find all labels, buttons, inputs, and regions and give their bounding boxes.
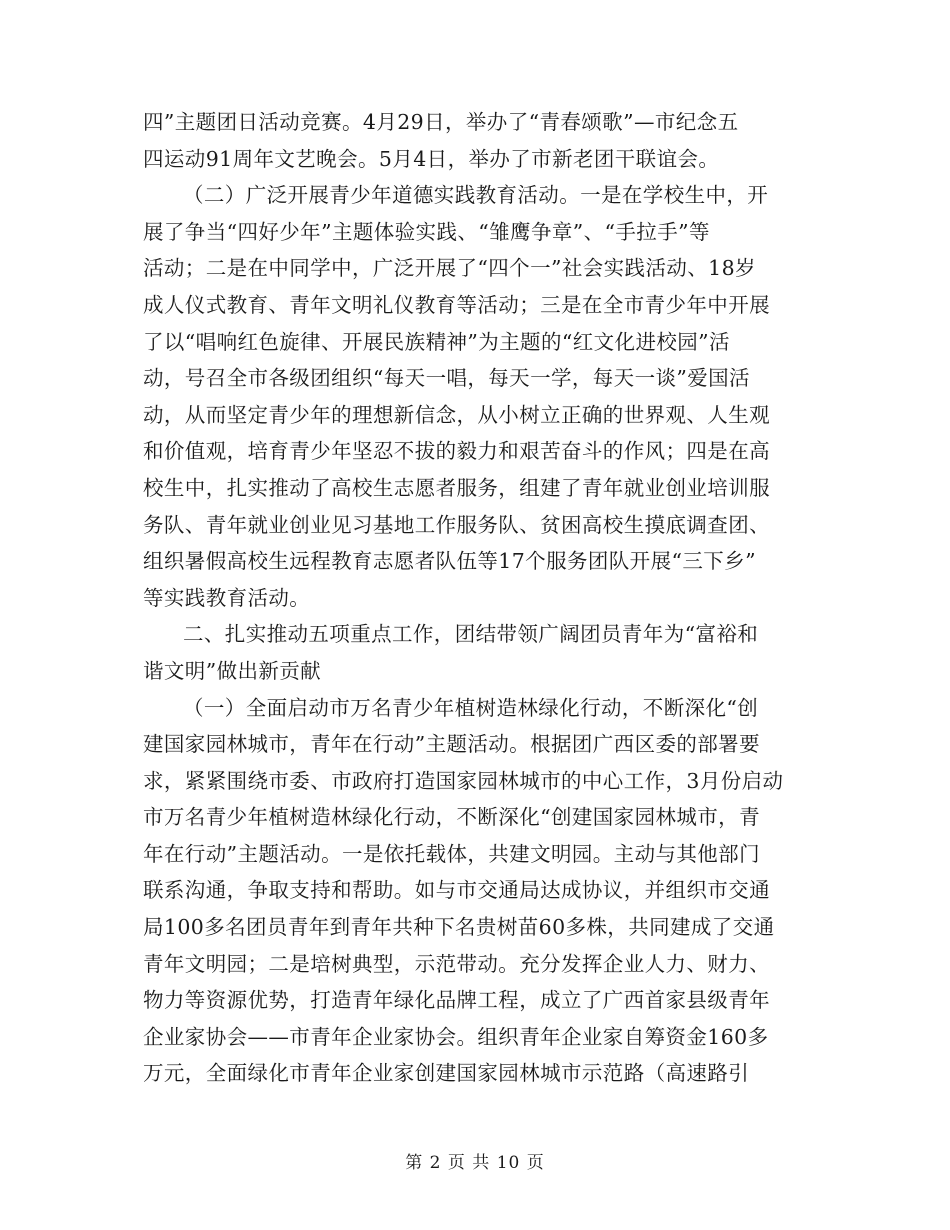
text-line: 市万名青少年植树造林绿化行动，不断深化“创建国家园林城市，青 xyxy=(143,805,760,830)
text-line: 青年文明园；二是培树典型，示范带动。充分发挥企业人力、财力、 xyxy=(143,951,770,976)
text-line: 求，紧紧围绕市委、市政府打造国家园林城市的中心工作，3月份启动 xyxy=(143,768,784,793)
text-line: 联系沟通，争取支持和帮助。如与市交通局达成协议，并组织市交通 xyxy=(143,878,770,903)
text-line: 局100多名团员青年到青年共种下名贵树苗60多株，共同建成了交通 xyxy=(143,915,775,940)
text-line: 动，号召全市各级团组织“每天一唱，每天一学，每天一谈”爱国活 xyxy=(143,366,750,391)
text-line: 活动；二是在中同学中，广泛开展了“四个一”社会实践活动、18岁 xyxy=(143,256,756,281)
text-line: 企业家协会——市青年企业家协会。组织青年企业家自筹资金160多 xyxy=(143,1024,769,1049)
text-line: 年在行动”主题活动。一是依托载体，共建文明园。主动与其他部门 xyxy=(143,841,760,866)
paragraph-start-line: （二）广泛开展青少年道德实践教育活动。一是在学校生中，开 xyxy=(183,183,769,208)
body-text xyxy=(143,104,808,1092)
paragraph-start-line: （一）全面启动市万名青少年植树造林绿化行动，不断深化“创 xyxy=(183,695,759,720)
text-line: 等实践教育活动。 xyxy=(143,585,311,610)
section-heading-line: 谐文明”做出新贡献 xyxy=(143,658,322,683)
section-heading-line: 二、扎实推动五项重点工作，团结带领广阔团员青年为“富裕和 xyxy=(183,622,759,647)
text-line: 四运动91周年文艺晚会。5月4日，举办了市新老团干联谊会。 xyxy=(143,146,720,171)
text-line: 务队、青年就业创业见习基地工作服务队、贫困高校生摸底调查团、 xyxy=(143,512,770,537)
text-line: 展了争当“四好少年”主题体验实践、“雏鹰争章”、“手拉手”等 xyxy=(143,219,710,244)
page-footer: 第 2 页 共 10 页 xyxy=(405,1153,545,1173)
text-line: 了以“唱响红色旋律、开展民族精神”为主题的“红文化进校园”活 xyxy=(143,329,730,354)
text-line: 物力等资源优势，打造青年绿化品牌工程，成立了广西首家县级青年 xyxy=(143,988,770,1013)
text-line: 和价值观，培育青少年坚忍不拔的毅力和艰苦奋斗的作风；四是在高 xyxy=(143,439,770,464)
text-line: 成人仪式教育、青年文明礼仪教育等活动；三是在全市青少年中开展 xyxy=(143,292,770,317)
text-line: 万元，全面绿化市青年企业家创建国家园林城市示范路（高速路引 xyxy=(143,1061,750,1086)
text-line: 四”主题团日活动竞赛。4月29日，举办了“青春颂歌”—市纪念五 xyxy=(143,110,739,134)
text-line: 校生中，扎实推动了高校生志愿者服务，组建了青年就业创业培训服 xyxy=(143,475,770,500)
text-line: 建国家园林城市，青年在行动”主题活动。根据团广西区委的部署要 xyxy=(143,732,760,757)
text-line: 组织暑假高校生远程教育志愿者队伍等17个服务团队开展“三下乡” xyxy=(143,549,756,574)
text-line: 动，从而坚定青少年的理想新信念，从小树立正确的世界观、人生观 xyxy=(143,402,770,427)
